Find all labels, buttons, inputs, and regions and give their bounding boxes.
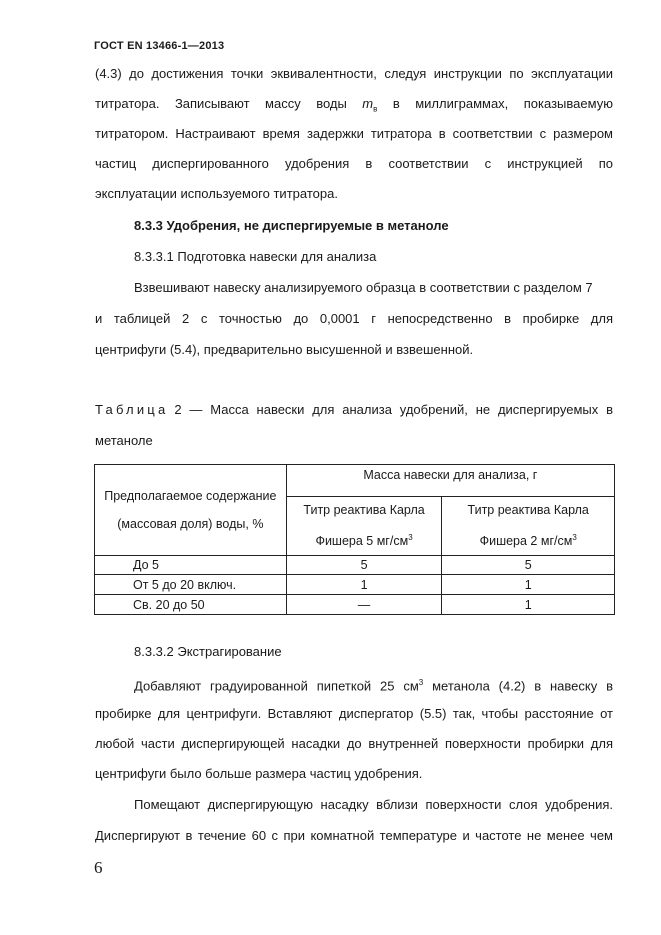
section-8-3-3-heading: 8.3.3 Удобрения, не диспергируемые в метаноле — [134, 218, 449, 233]
intro-word: миллиграммах, — [415, 96, 509, 111]
section-8-3-3-2-heading: 8.3.3.2 Экстрагирование — [134, 644, 282, 659]
intro-line-2 — [95, 94, 613, 114]
col-header-titer-2 — [442, 497, 615, 556]
section-8-3-3-1-heading: 8.3.3.1 Подготовка навески для анализа — [134, 249, 377, 264]
cell-range: Св. 20 до 50 — [95, 595, 287, 615]
intro-word: массу — [265, 96, 301, 111]
intro-line-3: титратором. Настраивают время задержки титратора в соответствии с размером — [95, 126, 613, 141]
table-2 — [94, 464, 615, 615]
water-mass-symbol: $m_в$ — [362, 96, 378, 114]
header-line: Фишера 2 $мг/см^3$ — [479, 533, 577, 549]
table-row — [95, 575, 615, 595]
cell-mass-titer-2: 1 — [442, 575, 615, 595]
cell-mass-titer-5: 1 — [286, 575, 442, 595]
prep-line-3: центрифуги (5.4), предварительно высушенной и взвешенной. — [95, 342, 474, 357]
intro-word: титратора. — [95, 96, 160, 111]
document-header: ГОСТ EN 13466-1—2013 — [94, 40, 225, 52]
intro-paragraph — [95, 64, 613, 84]
intro-word: в — [392, 96, 400, 111]
table-caption-word: Таблица — [95, 402, 169, 417]
header-line: Титр реактива Карла — [467, 503, 589, 517]
intro-line-4: частиц диспергированного удобрения в соответствии с инструкцией по — [95, 156, 613, 171]
disperse-line-2: Диспергируют в течение 60 с при комнатной температуре и частоте не менее чем — [95, 828, 613, 843]
extract-line-4: центрифуги было больше размера частиц удобрения. — [95, 766, 423, 781]
cell-mass-titer-2: 5 — [442, 556, 615, 575]
disperse-line-1: Помещают диспергирующую насадку вблизи поверхности слоя удобрения. — [134, 797, 613, 812]
header-line: (массовая доля) воды, % — [117, 517, 264, 532]
header-line: Предполагаемое содержание — [104, 489, 277, 504]
cell-range: До 5 — [95, 556, 287, 575]
cell-range: От 5 до 20 включ. — [95, 575, 287, 595]
prep-line-2: и таблицей 2 с точностью до 0,0001 г непосредственно в пробирке для — [95, 311, 613, 326]
intro-word: Записывают — [174, 96, 250, 111]
table-caption-line-2: метаноле — [95, 433, 153, 448]
intro-line-5: эксплуатации используемого титратора. — [95, 186, 338, 201]
page-number: 6 — [94, 858, 103, 877]
table-row — [95, 556, 615, 575]
prep-line-1: Взвешивают навеску анализируемого образца в соответствии с разделом 7 — [134, 280, 593, 295]
col-header-sample-mass: Масса навески для анализа, г — [286, 465, 614, 497]
cell-mass-titer-5: — — [286, 595, 442, 615]
intro-line-1: (4.3) до достижения точки эквивалентности, следуя инструкции по эксплуатации — [95, 66, 613, 81]
table-caption-text: 2 — Масса навески для анализа удобрений, не диспергируемых в — [174, 402, 613, 417]
extract-line-3: любой части диспергирующей насадки до внутренней поверхности пробирки для — [95, 736, 613, 751]
cell-mass-titer-5: 5 — [286, 556, 442, 575]
intro-word: показываемую — [523, 96, 613, 111]
extract-line-2: пробирке для центрифуги. Вставляют диспергатор (5.5) так, чтобы расстояние от — [95, 706, 613, 721]
table-caption — [95, 400, 613, 420]
cell-mass-titer-2: 1 — [442, 595, 615, 615]
intro-word: воды — [316, 96, 347, 111]
extract-line-1: Добавляют градуированной пипеткой 25 $см^3$ метанола (4.2) в навеску в — [134, 678, 613, 694]
header-line: Фишера 5 $мг/см^3$ — [315, 533, 413, 549]
header-line: Титр реактива Карла — [303, 503, 425, 517]
col-header-water-content — [95, 465, 287, 556]
table-row — [95, 595, 615, 615]
col-header-titer-5 — [286, 497, 442, 556]
